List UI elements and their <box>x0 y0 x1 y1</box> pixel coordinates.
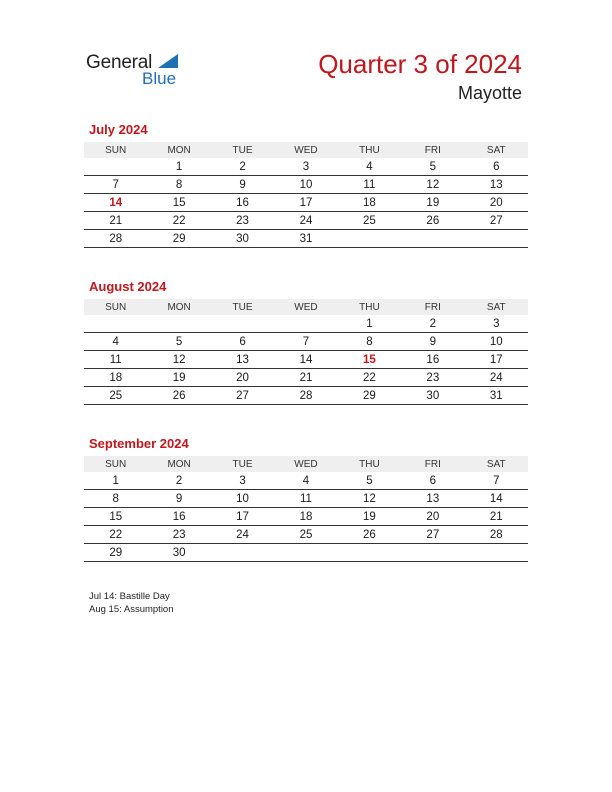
day-cell: 25 <box>84 387 147 405</box>
day-cell: 30 <box>211 230 274 248</box>
day-cell: 4 <box>274 472 337 490</box>
day-cell: 19 <box>401 194 464 212</box>
day-cell: 11 <box>274 490 337 508</box>
week-row <box>84 369 528 387</box>
day-cell: 24 <box>465 369 528 387</box>
weekday-header: SUN <box>84 456 147 472</box>
day-cell: 18 <box>338 194 401 212</box>
day-cell: 22 <box>338 369 401 387</box>
day-cell: 15 <box>338 351 401 369</box>
day-cell: 16 <box>147 508 210 526</box>
day-cell: 20 <box>211 369 274 387</box>
day-cell: 23 <box>147 526 210 544</box>
day-cell: 26 <box>147 387 210 405</box>
day-cell: 13 <box>465 176 528 194</box>
week-row <box>84 387 528 405</box>
day-cell: 31 <box>465 387 528 405</box>
weekday-header-row <box>84 456 528 472</box>
week-row <box>84 194 528 212</box>
weekday-header: THU <box>338 299 401 315</box>
page-title: Quarter 3 of 2024 <box>318 49 522 79</box>
day-cell: 17 <box>274 194 337 212</box>
weekday-header-row <box>84 299 528 315</box>
day-cell: 6 <box>211 333 274 351</box>
day-cell: 18 <box>274 508 337 526</box>
day-cell: 29 <box>84 544 147 562</box>
day-cell: 27 <box>211 387 274 405</box>
month-title: July 2024 <box>89 122 148 137</box>
day-cell: 3 <box>274 158 337 176</box>
weekday-header: MON <box>147 142 210 158</box>
day-cell: 1 <box>84 472 147 490</box>
country-name: Mayotte <box>457 83 522 103</box>
day-cell: 9 <box>211 176 274 194</box>
empty-day-cell <box>465 544 528 562</box>
day-cell: 28 <box>274 387 337 405</box>
day-cell: 8 <box>338 333 401 351</box>
day-cell: 20 <box>401 508 464 526</box>
day-cell: 29 <box>147 230 210 248</box>
week-row <box>84 230 528 248</box>
day-cell: 3 <box>465 315 528 333</box>
day-cell: 2 <box>211 158 274 176</box>
day-cell: 17 <box>465 351 528 369</box>
month-block <box>84 122 528 248</box>
day-cell: 5 <box>338 472 401 490</box>
day-cell: 28 <box>465 526 528 544</box>
logo-text-general: General <box>86 52 153 73</box>
weekday-header: FRI <box>401 142 464 158</box>
day-cell: 19 <box>338 508 401 526</box>
weekday-header: SAT <box>465 142 528 158</box>
day-cell: 10 <box>465 333 528 351</box>
day-cell: 13 <box>211 351 274 369</box>
week-row <box>84 526 528 544</box>
day-cell: 17 <box>211 508 274 526</box>
day-cell: 30 <box>401 387 464 405</box>
day-cell: 21 <box>274 369 337 387</box>
weekday-header: TUE <box>211 299 274 315</box>
day-cell: 25 <box>274 526 337 544</box>
day-cell: 21 <box>465 508 528 526</box>
week-row <box>84 333 528 351</box>
day-cell: 3 <box>211 472 274 490</box>
weekday-header: MON <box>147 299 210 315</box>
weekday-header: SUN <box>84 142 147 158</box>
day-cell: 12 <box>147 351 210 369</box>
empty-day-cell <box>401 544 464 562</box>
day-cell: 10 <box>274 176 337 194</box>
day-cell: 9 <box>147 490 210 508</box>
day-cell: 4 <box>84 333 147 351</box>
day-cell: 14 <box>84 194 147 212</box>
day-cell: 22 <box>84 526 147 544</box>
day-cell: 23 <box>211 212 274 230</box>
empty-day-cell <box>211 544 274 562</box>
weekday-header: SUN <box>84 299 147 315</box>
day-cell: 15 <box>147 194 210 212</box>
empty-day-cell <box>338 230 401 248</box>
empty-day-cell <box>274 544 337 562</box>
day-cell: 13 <box>401 490 464 508</box>
day-cell: 28 <box>84 230 147 248</box>
day-cell: 11 <box>338 176 401 194</box>
day-cell: 8 <box>147 176 210 194</box>
empty-day-cell <box>211 315 274 333</box>
day-cell: 14 <box>274 351 337 369</box>
day-cell: 2 <box>147 472 210 490</box>
week-row <box>84 176 528 194</box>
weekday-header: THU <box>338 456 401 472</box>
week-row <box>84 315 528 333</box>
empty-day-cell <box>84 158 147 176</box>
day-cell: 5 <box>401 158 464 176</box>
day-cell: 6 <box>401 472 464 490</box>
week-row <box>84 490 528 508</box>
empty-day-cell <box>84 315 147 333</box>
weekday-header: FRI <box>401 456 464 472</box>
day-cell: 9 <box>401 333 464 351</box>
day-cell: 20 <box>465 194 528 212</box>
weekday-header: WED <box>274 299 337 315</box>
calendar-table <box>84 456 528 562</box>
day-cell: 24 <box>211 526 274 544</box>
day-cell: 1 <box>338 315 401 333</box>
day-cell: 4 <box>338 158 401 176</box>
day-cell: 31 <box>274 230 337 248</box>
week-row <box>84 472 528 490</box>
month-title: August 2024 <box>89 279 167 294</box>
day-cell: 16 <box>401 351 464 369</box>
calendar-table <box>84 299 528 405</box>
day-cell: 12 <box>401 176 464 194</box>
month-block <box>84 279 528 405</box>
day-cell: 7 <box>465 472 528 490</box>
month-block <box>84 436 528 562</box>
day-cell: 19 <box>147 369 210 387</box>
day-cell: 21 <box>84 212 147 230</box>
day-cell: 30 <box>147 544 210 562</box>
holiday-notes <box>89 590 174 616</box>
day-cell: 18 <box>84 369 147 387</box>
day-cell: 23 <box>401 369 464 387</box>
day-cell: 2 <box>401 315 464 333</box>
week-row <box>84 544 528 562</box>
month-title: September 2024 <box>89 436 189 451</box>
day-cell: 8 <box>84 490 147 508</box>
day-cell: 25 <box>338 212 401 230</box>
day-cell: 15 <box>84 508 147 526</box>
empty-day-cell <box>147 315 210 333</box>
day-cell: 1 <box>147 158 210 176</box>
brand-logo <box>86 52 196 92</box>
holiday-note: Aug 15: Assumption <box>89 604 174 615</box>
weekday-header: TUE <box>211 456 274 472</box>
week-row <box>84 508 528 526</box>
day-cell: 16 <box>211 194 274 212</box>
day-cell: 5 <box>147 333 210 351</box>
holiday-note: Jul 14: Bastille Day <box>89 591 170 602</box>
day-cell: 26 <box>338 526 401 544</box>
day-cell: 29 <box>338 387 401 405</box>
weekday-header: SAT <box>465 299 528 315</box>
week-row <box>84 212 528 230</box>
weekday-header-row <box>84 142 528 158</box>
day-cell: 12 <box>338 490 401 508</box>
day-cell: 27 <box>465 212 528 230</box>
weekday-header: WED <box>274 142 337 158</box>
day-cell: 10 <box>211 490 274 508</box>
weekday-header: TUE <box>211 142 274 158</box>
weekday-header: FRI <box>401 299 464 315</box>
empty-day-cell <box>274 315 337 333</box>
day-cell: 22 <box>147 212 210 230</box>
empty-day-cell <box>465 230 528 248</box>
weekday-header: WED <box>274 456 337 472</box>
weekday-header: SAT <box>465 456 528 472</box>
day-cell: 27 <box>401 526 464 544</box>
weekday-header: THU <box>338 142 401 158</box>
empty-day-cell <box>338 544 401 562</box>
logo-text-blue: Blue <box>142 69 177 88</box>
calendar-table <box>84 142 528 248</box>
week-row <box>84 351 528 369</box>
day-cell: 7 <box>84 176 147 194</box>
day-cell: 24 <box>274 212 337 230</box>
empty-day-cell <box>401 230 464 248</box>
day-cell: 7 <box>274 333 337 351</box>
day-cell: 26 <box>401 212 464 230</box>
day-cell: 6 <box>465 158 528 176</box>
logo-triangle-icon <box>158 54 178 68</box>
weekday-header: MON <box>147 456 210 472</box>
day-cell: 11 <box>84 351 147 369</box>
week-row <box>84 158 528 176</box>
day-cell: 14 <box>465 490 528 508</box>
